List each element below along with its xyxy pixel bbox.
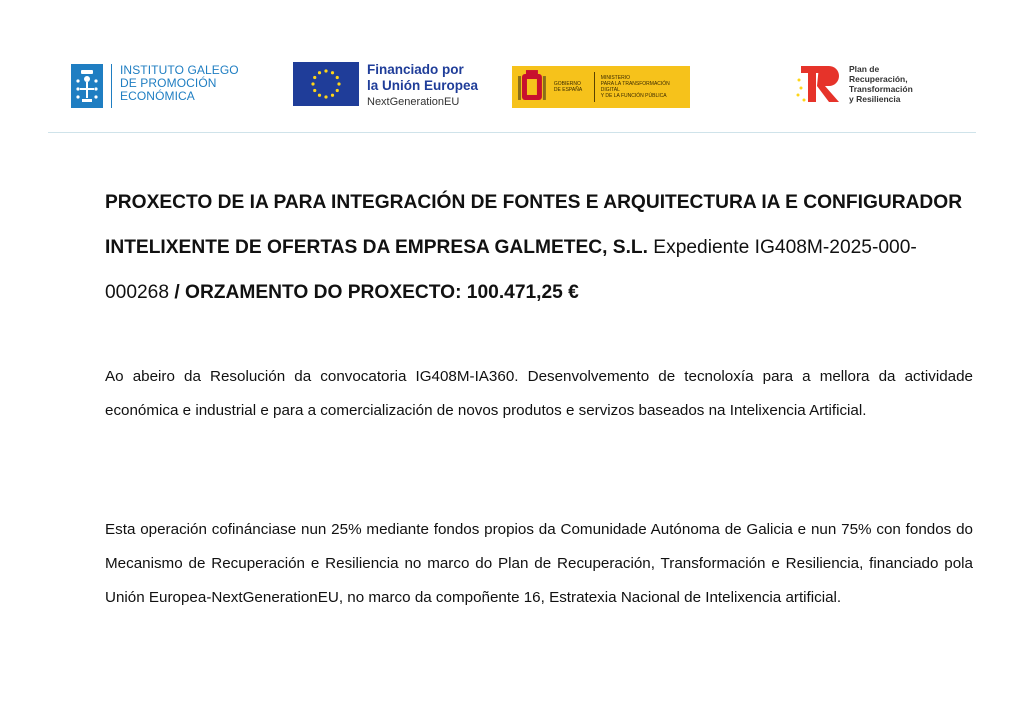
eu-funding-logo: [293, 62, 478, 110]
eu-star-icon: [318, 71, 321, 74]
project-title: [105, 180, 973, 315]
eu-star-icon: [313, 89, 316, 92]
eu-text-line3: NextGenerationEU: [367, 96, 460, 108]
eu-star-icon: [336, 76, 339, 79]
igape-divider: [111, 64, 112, 108]
prtr-logo: [795, 62, 913, 106]
eu-star-icon: [324, 95, 327, 98]
expediente-text: Expediente IG408M-2025-000-000268: [105, 237, 917, 303]
eu-star-icon: [313, 76, 316, 79]
eu-star-icon: [331, 94, 334, 97]
gobierno-label: GOBIERNO DE ESPAÑA: [553, 81, 583, 93]
igape-logo: [71, 64, 239, 108]
eu-star-icon: [336, 89, 339, 92]
prtr-mark-icon: [795, 62, 843, 106]
resolution-paragraph: Ao abeiro da Resolución da convocatoria IG408M-IA360. Desenvolvemento de tecnoloxía para a mellora da actividade económica e industrial e para a comercialización de novos produtos e servizos baseados na Intelixencia Artificial.: [105, 368, 973, 419]
igape-name: INSTITUTO GALEGO DE PROMOCIÓN ECONÓMICA: [120, 63, 239, 103]
eu-star-icon: [331, 71, 334, 74]
eu-star-icon: [318, 94, 321, 97]
eu-star-icon: [311, 82, 314, 85]
cofinancing-paragraph: Esta operación cofinánciase nun 25% mediante fondos propios da Comunidade Autónoma de Galicia e nun 75% con fondos do Mecanismo de Recuperación e Resiliencia no marco do Plan de Recuperación, Transformación e Resiliencia, financiado pola Unión Europea-NextGenerationEU, no marco da compoñente 16, Estratexia Nacional de Intelixencia artificial.: [105, 521, 973, 606]
eu-text-line2: la Unión Europea: [367, 78, 479, 93]
eu-text-line1: Financiado por: [367, 62, 464, 77]
eu-flag-icon: [293, 62, 359, 106]
ministerio-label: MINISTERIO PARA LA TRANSFORMACIÓN DIGITAL Y DE LA FUNCIÓN PÚBLICA: [600, 75, 670, 99]
eu-star-icon: [324, 69, 327, 72]
budget-text: / ORZAMENTO DO PROXECTO: 100.471,25 €: [174, 282, 579, 303]
gobierno-espana-logo: [512, 66, 690, 108]
header-divider: [48, 132, 976, 133]
spain-coat-of-arms-icon: [518, 70, 546, 104]
project-title-name: PROXECTO DE IA PARA INTEGRACIÓN DE FONTES E ARQUITECTURA IA E CONFIGURADOR INTELIXENTE DE OFERTAS DA EMPRESA GALMETEC, S.L.: [105, 192, 963, 258]
gobierno-divider: [594, 72, 595, 102]
logo-header: [0, 0, 1024, 132]
xunta-emblem-icon: [71, 64, 103, 108]
prtr-name: Plan de Recuperación, Transformación y Resiliencia: [849, 64, 913, 104]
eu-star-icon: [337, 82, 340, 85]
